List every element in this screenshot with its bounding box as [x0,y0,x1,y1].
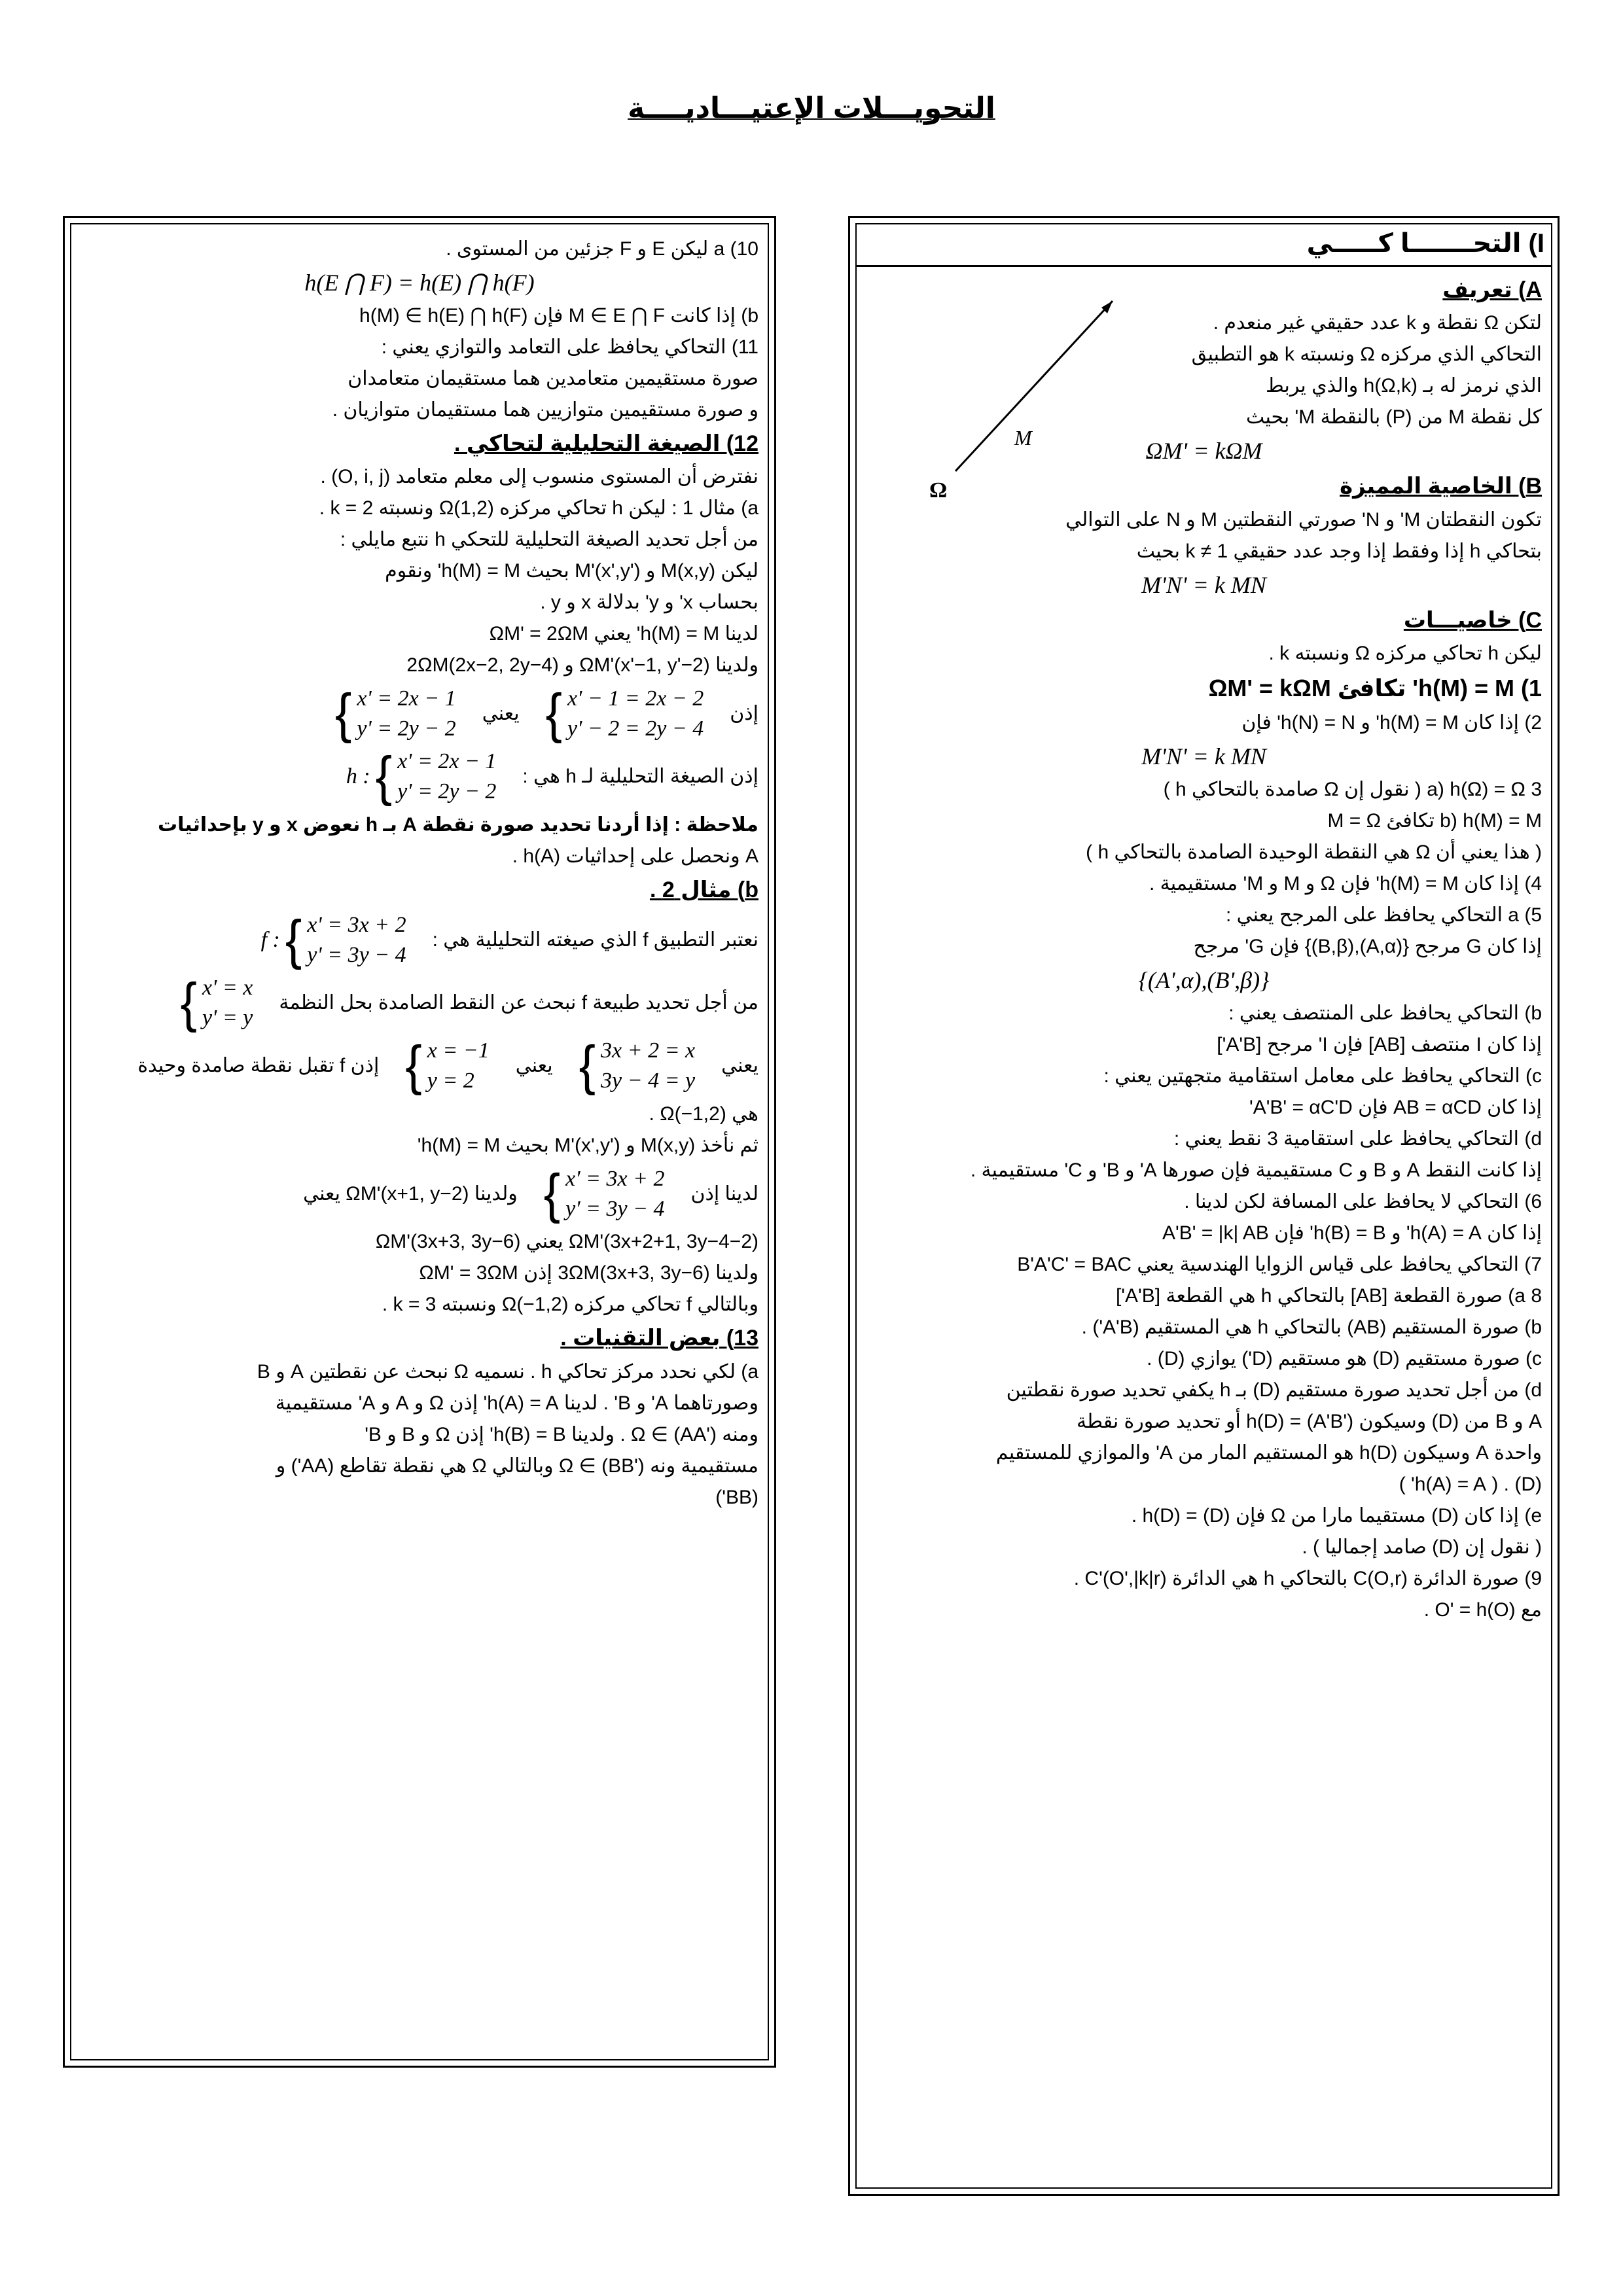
example-1-line-3: ليكن M(x,y) و M'(x',y') بحيث h(M) = M' ونقوم [385,560,758,582]
analytic-form-result-label: إذن الصيغة التحليلية لـ h هي : [522,766,758,788]
characteristic-equation: M'N' = k MN [1141,571,1266,598]
example-2-intro [80,910,758,970]
property-3c: ( هذا يعني أن Ω هي النقطة الوحيدة الصامدة بالتحاكي h ) [1086,841,1542,863]
note-line-1: ملاحظة : إذا أردنا تحديد صورة نقطة A بـ h نعوض x و y بإحداثيات [157,813,758,836]
system-1a-row-1: x' − 1 = 2x − 2 [567,686,704,711]
system-4-row-2: 3y − 4 = y [601,1068,696,1093]
system-3-row-1: x' = x [202,976,253,1000]
left-column [63,216,776,2068]
property-9: 9) صورة الدائرة C(O,r) بالتحاكي h هي الدائرة C'(O',|k|r) . [1073,1567,1542,1589]
technique-a-line-4: مستقيمية ونه Ω ∈ (BB') وبالتالي Ω هي نقطة تقاطع (AA') و [276,1455,758,1477]
technique-a-line-2: وصورتاهما A' و B' . لدينا h(A) = A' إذن Ω و A و A' مستقيمية [275,1392,758,1414]
system-analytic-h [346,747,497,807]
property-5b: b) التحاكي يحافظ على المنتصف يعني : [1228,1002,1542,1024]
system-1b-row-2: y' = 2y − 2 [357,716,456,741]
technique-a-line-3: ومنه Ω ∈ (AA') . ولدينا h(B) = B' إذن Ω و B و B' [365,1423,758,1445]
brace-icon: { [545,682,562,745]
system-3 [181,973,253,1033]
h-label: h : [346,764,370,789]
note-line-2: A ونحصل على إحداثيات h(A) . [512,845,758,867]
system-1b-row-1: x' = 2x − 1 [357,686,456,711]
property-5a-line-2: إذا كان G مرجح {(A,α),(B,β)} فإن G' مرجح [1193,935,1542,957]
example-2-intro-text: نعتبر التطبيق f الذي صيغته التحليلية هي : [432,929,758,951]
property-5d: d) التحاكي يحافظ على استقامية 3 نقط يعني : [1173,1127,1542,1150]
example-2-fixed-point: هي Ω(−1,2) . [649,1103,758,1125]
example-1-heading: a) مثال 1 : ليكن h تحاكي مركزه Ω(1,2) ونسبته k = 2 . [319,497,758,520]
system-1b [335,684,456,744]
property-5d-line-2: إذا كانت النقط A و B و C مستقيمية فإن صورها A' و B' و C' مستقيمية . [970,1159,1542,1181]
right-column [848,216,1560,2196]
technique-a-line-1: a) لكي نحدد مركز تحاكي h . نسميه Ω نبحث عن نقطتين A و B [257,1360,758,1383]
property-6-line-2: إذا كان h(A) = A' و h(B) = B' فإن A'B' = |k| AB [1162,1222,1542,1244]
property-10b: b) إذا كانت M ∈ E ⋂ F فإن h(M) ∈ h(E) ⋂ h(F) [359,305,758,327]
example-2-means-2: يعني [515,1054,553,1076]
right-column-inner [855,223,1552,2189]
property-1: 1) h(M) = M' تكافئ ΩM' = kΩM [1208,675,1542,702]
example-2-vector-line: ولدينا ΩM'(x+1, y−2) يعني [303,1182,518,1205]
left-column-inner [70,223,769,2060]
definition-line-1: لتكن Ω نقطة و k عدد حقيقي غير منعدم . [1213,312,1542,334]
example-1-line-6: ولدينا ΩM'(x'−1, y'−2) و 2ΩM(2x−2, 2y−4) [406,654,758,677]
example-2-heading: b) مثال 2 . [649,877,758,902]
brace-icon: { [543,1163,561,1224]
property-8d-line-4: (D) . ( h(A) = A' ) [1399,1473,1542,1495]
property-8a: 8 a) صورة القطعة [AB] بالتحاكي h هي القطعة [A'B'] [1115,1284,1542,1307]
brace-icon: { [405,1034,422,1096]
property-9-line-2: مع O' = h(O) . [1423,1598,1542,1621]
property-5a: 5) a التحاكي يحافظ على المرجح يعني : [1225,904,1542,926]
characteristic-line-1: تكون النقطتان M' و N' صورتي النقطتين M و N على التوالي [1065,508,1542,531]
property-3a: 3 a) h(Ω) = Ω ( نقول إن Ω صامدة بالتحاكي h ) [1163,778,1542,800]
property-5b-line-2: إذا كان I منتصف [AB] فإن I' مرجح [A'B'] [1217,1033,1542,1055]
analytic-form-result [80,747,758,807]
brace-icon: { [579,1034,596,1096]
figure-label-m: M [1014,426,1032,450]
system-2 [261,910,406,970]
brace-icon: { [375,745,393,807]
system-1a [546,684,704,744]
example-2-fixed-points-text: من أجل تحديد طبيعة f نبحث عن النقط الصامدة بحل النظمة [279,992,758,1014]
example-2-take-points: ثم نأخذ M(x,y) و M'(x',y') بحيث h(M) = M' [417,1134,758,1156]
example-2-derive [80,1164,758,1224]
characteristic-line-2: بتحاكي h إذا وفقط إذا وجد عدد حقيقي k ≠ 1 بحيث [1136,540,1542,562]
analytic-form-intro: نفترض أن المستوى منسوب إلى معلم متعامد (O, i, j) . [320,466,758,488]
property-8d-line-3: واحدة A وسيكون h(D) هو المستقيم المار من A' والموازي للمستقيم [995,1441,1542,1464]
property-4: 4) إذا كان h(M) = M' فإن Ω و M و M' مستقيمية . [1149,872,1542,894]
page-title: التحويـــلات الإعتيـــاديــــة [628,92,995,124]
example-1-then-label: إذن [730,703,758,725]
analytic-form-heading: 12) الصيغة التحليلية لتحاكي . [454,431,758,456]
example-2-means: يعني [721,1054,758,1076]
property-11-line-2: صورة مستقيمين متعامدين هما مستقيمان متعامدان [348,368,758,389]
figure-label-omega: Ω [929,478,948,503]
example-1-line-4: بحساب x' و y' بدلالة x و y . [540,592,758,614]
property-8b: b) صورة المستقيم (AB) بالتحاكي h هي المستقيم (A'B') . [1081,1316,1542,1338]
brace-icon: { [334,682,352,745]
property-5c-line-2: إذا كان AB = αCD فإن A'B' = αC'D' [1249,1096,1542,1118]
characteristic-heading: B) الخاصية المميزة [1340,474,1542,499]
system-4 [579,1036,695,1096]
properties-intro: ليكن h تحاكي مركزه Ω ونسبته k . [1268,643,1542,665]
brace-icon: { [285,909,302,971]
property-5c: c) التحاكي يحافظ على معامل استقامية متجهتين يعني : [1103,1065,1542,1087]
definition-line-4: كل نقطة M من (P) بالنقطة M' بحيث [1246,406,1542,429]
property-10a: 10) a ليكن E و F جزئين من المستوى . [446,238,758,260]
technique-a-line-5: (BB') [715,1486,758,1508]
system-h-row-1: x' = 2x − 1 [397,749,497,774]
system-5 [405,1036,489,1096]
example-1-systems [80,684,758,744]
system-5-row-1: x = −1 [427,1038,490,1063]
system-5-row-2: y = 2 [427,1068,474,1093]
property-11: 11) التحاكي يحافظ على التعامد والتوازي يعني : [381,336,758,358]
system-2-row-1: x' = 3x + 2 [307,913,406,938]
property-8d-line-2: A و B من (D) وسيكون h(D) = (A'B') أو تحديد صورة نقطة [1077,1410,1542,1432]
brace-icon: { [180,972,197,1034]
example-2-line-g: ΩM'(3x+2+1, 3y−4−2) يعني ΩM'(3x+3, 3y−6) [375,1231,758,1253]
property-7: 7) التحاكي يحافظ على قياس الزوايا الهندسية يعني B'A'C' = BAC [1017,1253,1542,1275]
example-2-we-have: لدينا إذن [690,1182,758,1205]
definition-line-3: الذي نرمز له بـ h(Ω,k) والذي يربط [1266,375,1542,397]
system-1a-row-2: y' − 2 = 2y − 4 [567,716,704,741]
example-2-solve [80,1036,758,1096]
f-label: f : [260,928,280,953]
section-heading-homothety: I) التحـــــــا كـــــي [857,224,1551,267]
property-8c: c) صورة مستقيم (D) هو مستقيم (D') يوازي (D) . [1147,1347,1542,1369]
property-3b: b) h(M) = M تكافئ M = Ω [1327,809,1542,832]
properties-heading: C) خاصيـــات [1403,607,1542,633]
system-3-row-2: y' = y [202,1006,253,1031]
property-8d: d) من أجل تحديد صورة مستقيم (D) بـ h يكفي تحديد صورة نقطتين [1006,1379,1542,1401]
system-6 [544,1164,665,1224]
system-6-row-1: x' = 3x + 2 [565,1166,665,1191]
property-11-line-3: و صورة مستقيمين متوازيين هما مستقيمان متوازيان . [332,399,758,421]
property-10a-equation: h(E ⋂ F) = h(E) ⋂ h(F) [304,270,535,296]
example-2-fixed-points [80,973,758,1033]
definition-heading: A) تعريف [1442,277,1542,302]
property-8e-line-2: ( نقول إن (D) صامد إجماليا ) . [1302,1536,1542,1558]
example-1-line-5: لدينا h(M) = M' يعني ΩM' = 2ΩM [489,623,758,645]
example-2-line-h: ولدينا 3ΩM(3x+3, 3y−6) إذن ΩM' = 3ΩM [419,1262,758,1284]
example-2-conclusion: وبالتالي f تحاكي مركزه Ω(−1,2) ونسبته k = 3 . [382,1294,758,1316]
property-2: 2) إذا كان h(M) = M' و h(N) = N' فإن [1241,711,1542,733]
definition-equation: ΩM' = kΩM [1145,438,1262,465]
example-1-means-label: يعني [482,703,520,725]
definition-line-2: التحاكي الذي مركزه Ω ونسبته k هو التطبيق [1191,344,1542,366]
system-6-row-2: y' = 3y − 4 [565,1196,665,1221]
system-4-row-1: 3x + 2 = x [601,1038,696,1063]
property-8e: e) إذا كان (D) مستقيما مارا من Ω فإن h(D) = (D) . [1131,1504,1542,1527]
property-6: 6) التحاكي لا يحافظ على المسافة لكن لدينا . [1184,1190,1542,1212]
techniques-heading: 13) بعض التقنيات . [560,1326,758,1351]
system-2-row-2: y' = 3y − 4 [307,943,406,968]
example-1-line-2: من أجل تحديد الصيغة التحليلية للتحكي h نتبع مايلي : [340,529,758,551]
property-5a-system: {(A',α),(B',β)} [1138,966,1270,993]
example-2-unique-fixed: إذن f تقبل نقطة صامدة وحيدة [137,1054,380,1076]
system-h-row-2: y' = 2y − 2 [397,779,497,804]
property-2-equation: M'N' = k MN [1141,743,1266,769]
